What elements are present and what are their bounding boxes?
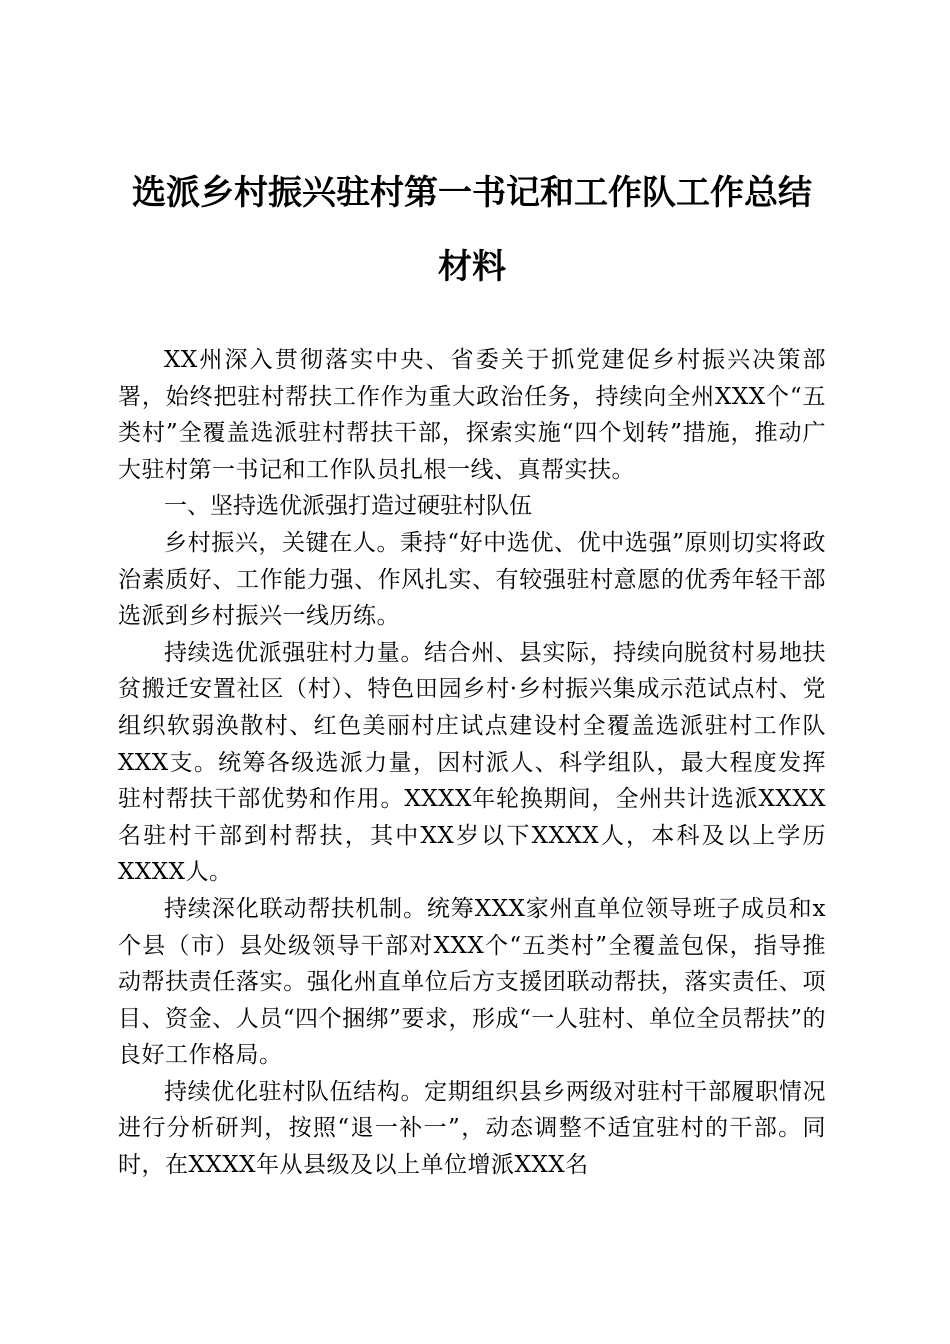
body-paragraph: 持续优化驻村队伍结构。定期组织县乡两级对驻村干部履职情况进行分析研判，按照“退一补一”，动态调整不适宜驻村的干部。同时，在XXXX年从县级及以上单位增派XXX名 [118,1078,826,1179]
title-line-1: 选派乡村振兴驻村第一书记和工作队工作总结 [132,173,812,213]
body-paragraph: 持续深化联动帮扶机制。统筹XXX家州直单位领导班子成员和x个县（市）县处级领导干部对XXX个“五类村”全覆盖包保，指导推动帮扶责任落实。强化州直单位后方支援团联动帮扶，落实责任、项目、资金、人员“四个捆绑”要求，形成“一人驻村、单位全员帮扶”的良好工作格局。 [118,895,826,1069]
document-body [118,342,826,1184]
intro-paragraph: XX州深入贯彻落实中央、省委关于抓党建促乡村振兴决策部署，始终把驻村帮扶工作作为重大政治任务，持续向全州XXX个“五类村”全覆盖选派驻村帮扶干部，探索实施“四个划转”措施，推动广大驻村第一书记和工作队员扎根一线、真帮实扶。 [118,347,826,483]
body-paragraph: 乡村振兴，关键在人。秉持“好中选优、优中选强”原则切实将政治素质好、工作能力强、作风扎实、有较强驻村意愿的优秀年轻干部选派到乡村振兴一线历练。 [118,529,826,630]
document-page [118,0,826,1184]
body-paragraph: 持续选优派强驻村力量。结合州、县实际，持续向脱贫村易地扶贫搬迁安置社区（村）、特色田园乡村·乡村振兴集成示范试点村、党组织软弱涣散村、红色美丽村庄试点建设村全覆盖选派驻村工作队XXX支。统筹各级选派力量，因村派人、科学组队，最大程度发挥驻村帮扶干部优势和作用。XXXX年轮换期间，全州共计选派XXXX名驻村干部到村帮扶，其中XX岁以下XXXX人，本科及以上学历XXXX人。 [118,639,826,886]
document-title [118,0,826,304]
title-line-2: 材料 [438,247,506,287]
section-heading-1: 一、坚持选优派强打造过硬驻村队伍 [164,493,532,520]
